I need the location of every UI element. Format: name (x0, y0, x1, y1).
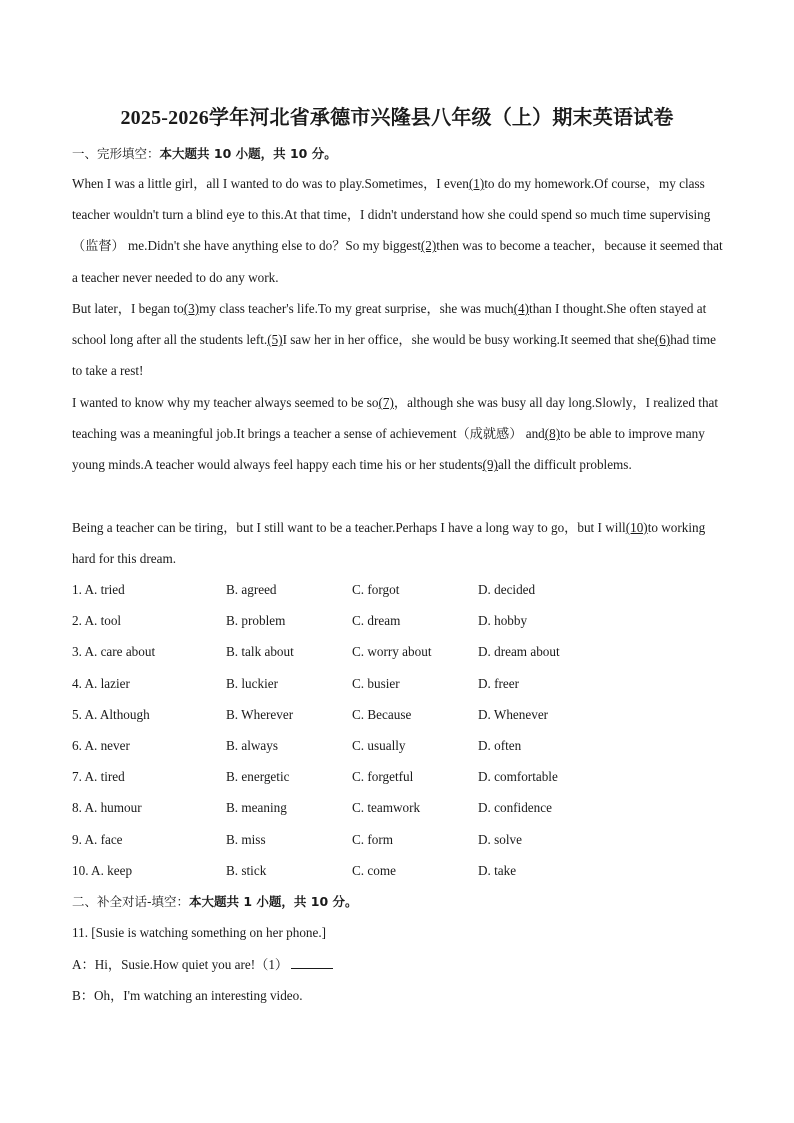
option-b[interactable]: B. stick (226, 862, 267, 878)
dialogue-text: A：Hi，Susie.How quiet you are!（1） (72, 957, 289, 972)
option-a[interactable]: 3. A. care about (72, 644, 156, 660)
section-heading-cloze (72, 144, 337, 164)
question-row (72, 642, 724, 662)
blank-marker: (3) (183, 301, 200, 316)
passage-text: Being a teacher can be tiring，but I still want to be a teacher.Perhaps I have a long way to go，but I will (72, 520, 626, 535)
option-c[interactable]: C. dream (352, 613, 401, 629)
option-b[interactable]: B. always (226, 738, 279, 753)
option-a[interactable]: 1. A. tried (72, 582, 125, 597)
passage-text: then was to become a teacher，because it seemed that a teacher never needed to do any work. (72, 238, 723, 285)
option-c[interactable]: C. usually (352, 738, 406, 753)
passage-text: to do my homework.Of course，my class teacher wouldn't turn a blind eye to this.At that time，I didn't understand how she could spend so much time supervising （监督） me.Didn't she have anything else to do？So my biggest (72, 176, 711, 254)
blank-marker: (10) (625, 520, 648, 535)
option-a[interactable]: 5. A. Although (72, 706, 150, 722)
option-c[interactable]: C. forgetful (352, 769, 414, 785)
section-info: 本大题共 10 小题，共 10 分。 (159, 146, 337, 161)
section-prefix: 一、完形填空： (72, 146, 160, 161)
option-d[interactable]: D. comfortable (478, 769, 558, 785)
option-a[interactable]: 8. A. humour (72, 800, 142, 816)
option-b[interactable]: B. Wherever (226, 706, 294, 722)
option-b[interactable]: B. meaning (226, 800, 287, 816)
blank-marker: (4) (513, 301, 530, 316)
passage-text: had time to take a rest! (72, 332, 716, 379)
blank-marker: (5) (267, 332, 283, 348)
option-b[interactable]: B. problem (226, 613, 286, 629)
section-prefix: 二、补全对话-填空： (72, 894, 190, 909)
passage-text: ，although she was busy all day long.Slowly，I realized that teaching was a meaningful job.It brings a teacher a sense of achievement（成就感） and (72, 395, 719, 442)
section-heading-dialogue (72, 892, 358, 912)
option-c[interactable]: C. forgot (352, 582, 400, 597)
dialogue-line-a1 (72, 955, 724, 975)
option-b[interactable]: B. talk about (226, 644, 294, 660)
blank-marker: (2) (420, 238, 437, 254)
passage-text: all the difficult problems. (497, 457, 632, 473)
question-row (72, 767, 724, 787)
passage-text: I saw her in her office，she would be busy working.It seemed that she (282, 332, 655, 348)
option-d[interactable]: D. confidence (478, 800, 552, 816)
option-d[interactable]: D. often (478, 738, 522, 753)
option-d[interactable]: D. decided (478, 582, 536, 597)
question-row (72, 861, 724, 881)
question-row (72, 674, 724, 694)
blank-marker: (9) (482, 457, 498, 473)
option-b[interactable]: B. miss (226, 831, 266, 847)
option-d[interactable]: D. solve (478, 831, 522, 847)
passage-text: to working hard for this dream. (72, 520, 706, 567)
option-a[interactable]: 10. A. keep (72, 862, 133, 878)
option-a[interactable]: 2. A. tool (72, 613, 122, 629)
blank-marker: (7) (378, 395, 394, 410)
question-row (72, 736, 724, 756)
option-a[interactable]: 9. A. face (72, 831, 123, 847)
question-row (72, 830, 724, 850)
question-11-prompt: 11. [Susie is watching something on her phone.] (72, 925, 327, 940)
passage-text: I wanted to know why my teacher always seemed to be so (72, 395, 379, 410)
passage-text: than I thought.She often stayed at school long after all the students left. (72, 301, 707, 348)
dialogue-line-b1: B：Oh，I'm watching an interesting video. (72, 988, 303, 1003)
option-c[interactable]: C. come (352, 862, 396, 878)
passage-text: my class teacher's life.To my great surprise，she was much (199, 301, 514, 316)
question-row (72, 611, 724, 631)
passage-text: But later，I began to (72, 301, 184, 316)
passage-paragraph-1 (72, 168, 724, 293)
passage-text: When I was a little girl，all I wanted to do was to play.Sometimes，I even (72, 176, 469, 191)
option-c[interactable]: C. form (352, 831, 394, 847)
option-c[interactable]: C. Because (352, 706, 412, 722)
option-c[interactable]: C. worry about (352, 644, 432, 660)
option-b[interactable]: B. energetic (226, 769, 290, 785)
passage-text: to be able to improve many young minds.A teacher would always feel happy each time his or her students (72, 426, 705, 473)
option-d[interactable]: D. take (478, 862, 517, 878)
blank-marker: (1) (468, 176, 485, 191)
option-b[interactable]: B. agreed (226, 582, 277, 597)
section-info: 本大题共 1 小题，共 10 分。 (189, 894, 358, 909)
passage-paragraph-3 (72, 387, 724, 481)
question-row (72, 705, 724, 725)
question-row (72, 580, 724, 600)
option-d[interactable]: D. Whenever (478, 706, 549, 722)
option-d[interactable]: D. hobby (478, 613, 528, 629)
option-a[interactable]: 7. A. tired (72, 769, 125, 785)
option-c[interactable]: C. teamwork (352, 800, 421, 816)
blank-marker: (6) (654, 332, 671, 348)
blank-marker: (8) (544, 426, 561, 442)
answer-blank[interactable] (291, 955, 333, 969)
option-d[interactable]: D. freer (478, 675, 519, 691)
question-row (72, 798, 724, 818)
option-c[interactable]: C. busier (352, 675, 400, 691)
option-a[interactable]: 4. A. lazier (72, 675, 130, 691)
passage-paragraph-4 (72, 512, 724, 574)
option-b[interactable]: B. luckier (226, 675, 279, 691)
exam-title: 2025-2026学年河北省承德市兴隆县八年级（上）期末英语试卷 (120, 107, 674, 129)
option-d[interactable]: D. dream about (478, 644, 560, 660)
passage-paragraph-2 (72, 293, 724, 387)
option-a[interactable]: 6. A. never (72, 738, 130, 753)
